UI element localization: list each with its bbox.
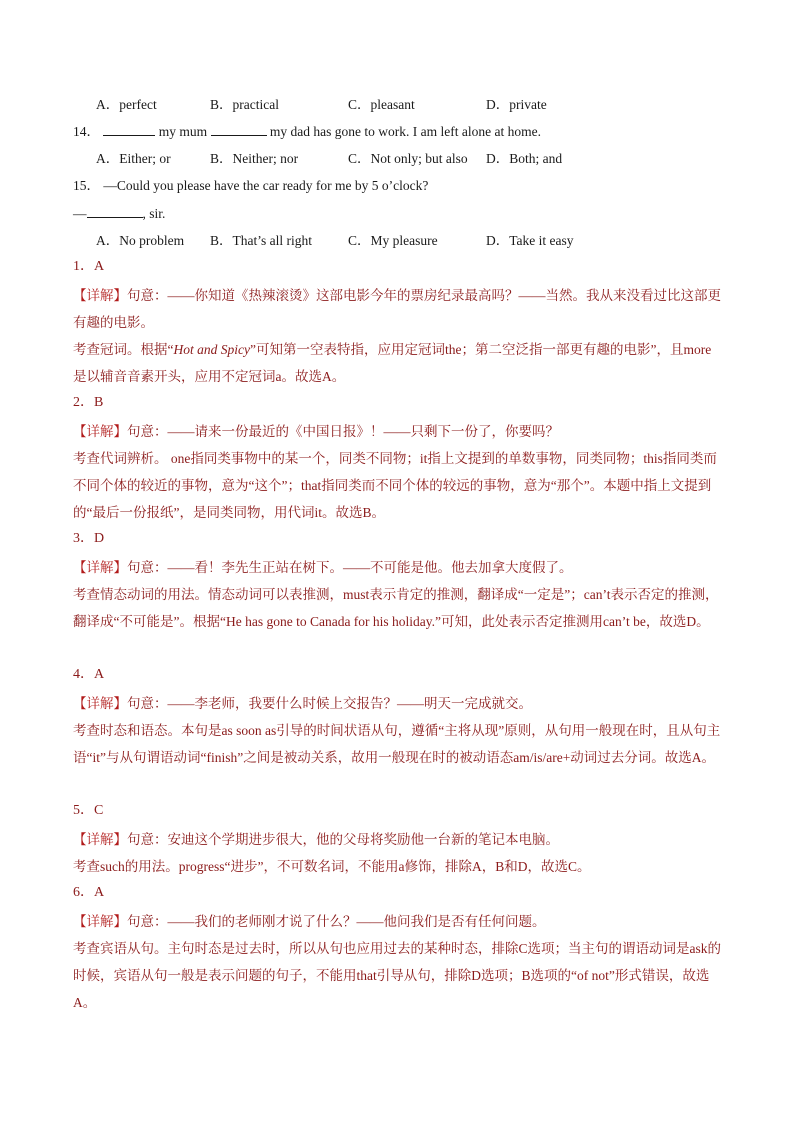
q13-option-d: D．private bbox=[486, 97, 547, 112]
q13-option-c: C．pleasant bbox=[348, 97, 415, 112]
q13-option-b: B．practical bbox=[210, 97, 279, 112]
answer-5-explanation: 【详解】句意：安迪这个学期进步很大，他的父母将奖励他一台新的笔记本电脑。 考查such的用法。progress“进步”，不可数名词，不能用a修饰，排除A，B和D，故选C。 bbox=[73, 832, 591, 874]
answer-4-explanation: 【详解】句意：——李老师，我要什么时候上交报告？——明天一完成就交。 考查时态和语态。本句是as soon as引导的时间状语从句，遵循“主将从现”原则，从句用一般现在时，且从句主语“it”与从句谓语动词“finish”之间是被动关系，故用一般现在时的被动语态am/is/are+动词过去分词。故选A。 bbox=[73, 696, 721, 765]
answer-2-key: 2．B bbox=[73, 395, 104, 410]
q14-option-b: B．Neither; nor bbox=[210, 151, 299, 166]
answer-4-key: 4．A bbox=[73, 667, 105, 682]
q13-option-a: A．perfect bbox=[96, 97, 157, 112]
q15-option-d: D．Take it easy bbox=[486, 233, 574, 248]
q15-response: — , sir. bbox=[73, 206, 166, 221]
q15-stem: 15． —Could you please have the car ready for me by 5 o’clock? bbox=[73, 178, 429, 193]
answer-2-explanation: 【详解】句意：——请来一份最近的《中国日报》！——只剩下一份了，你要吗？ 考查代词辨析。 one指同类事物中的某一个，同类不同物；it指上文提到的单数事物，同类同物；this指同类而不同个体的较近的事物，意为“这个”；that指同类而不同个体的较远的事物，意为“那个”。本题中指上文提到的“最后一份报纸”，是同类同物，用代词it。故选B。 bbox=[73, 424, 717, 520]
q14-option-c: C．Not only; but also bbox=[348, 151, 468, 166]
blank bbox=[87, 205, 143, 218]
q15-option-a: A．No problem bbox=[96, 233, 185, 248]
answer-3-key: 3．D bbox=[73, 531, 105, 546]
blank bbox=[211, 123, 267, 136]
q15-option-b: B．That’s all right bbox=[210, 233, 312, 248]
answer-6-key: 6．A bbox=[73, 885, 105, 900]
answer-1-key: 1．A bbox=[73, 259, 105, 274]
answer-1-explanation: 【详解】句意：——你知道《热辣滚烫》这部电影今年的票房纪录最高吗？——当然。我从来没看过比这部更有趣的电影。 考查冠词。根据“Hot and Spicy”可知第一空表特指，应用定冠词the；第二空泛指一部更有趣的电影”，且more是以辅音音素开头，应用不定冠词a。故选A。 bbox=[73, 288, 721, 384]
q15-option-c: C．My pleasure bbox=[348, 233, 438, 248]
q14-option-a: A．Either; or bbox=[96, 151, 171, 166]
blank bbox=[103, 123, 155, 136]
q14-option-d: D．Both; and bbox=[486, 151, 563, 166]
answer-6-explanation: 【详解】句意：——我们的老师刚才说了什么？——他问我们是否有任何问题。 考查宾语从句。主句时态是过去时，所以从句也应用过去的某种时态，排除C选项；当主句的谓语动词是ask的时候，宾语从句一般是表示问题的句子，不能用that引导从句，排除D选项；B选项的“of not”形式错误，故选A。 bbox=[73, 914, 721, 1010]
answer-3-explanation: 【详解】句意：——看！李先生正站在树下。——不可能是他。他去加拿大度假了。 考查情态动词的用法。情态动词可以表推测，must表示肯定的推测，翻译成“一定是”；can’t表示否定的推测，翻译成“不可能是”。根据“He has gone to Canada for his holiday.”可知，此处表示否定推测用can’t be，故选D。 bbox=[73, 560, 719, 629]
answer-5-key: 5．C bbox=[73, 803, 104, 818]
q14-stem: 14． my mum my dad has gone to work. I am left alone at home. bbox=[73, 124, 541, 139]
